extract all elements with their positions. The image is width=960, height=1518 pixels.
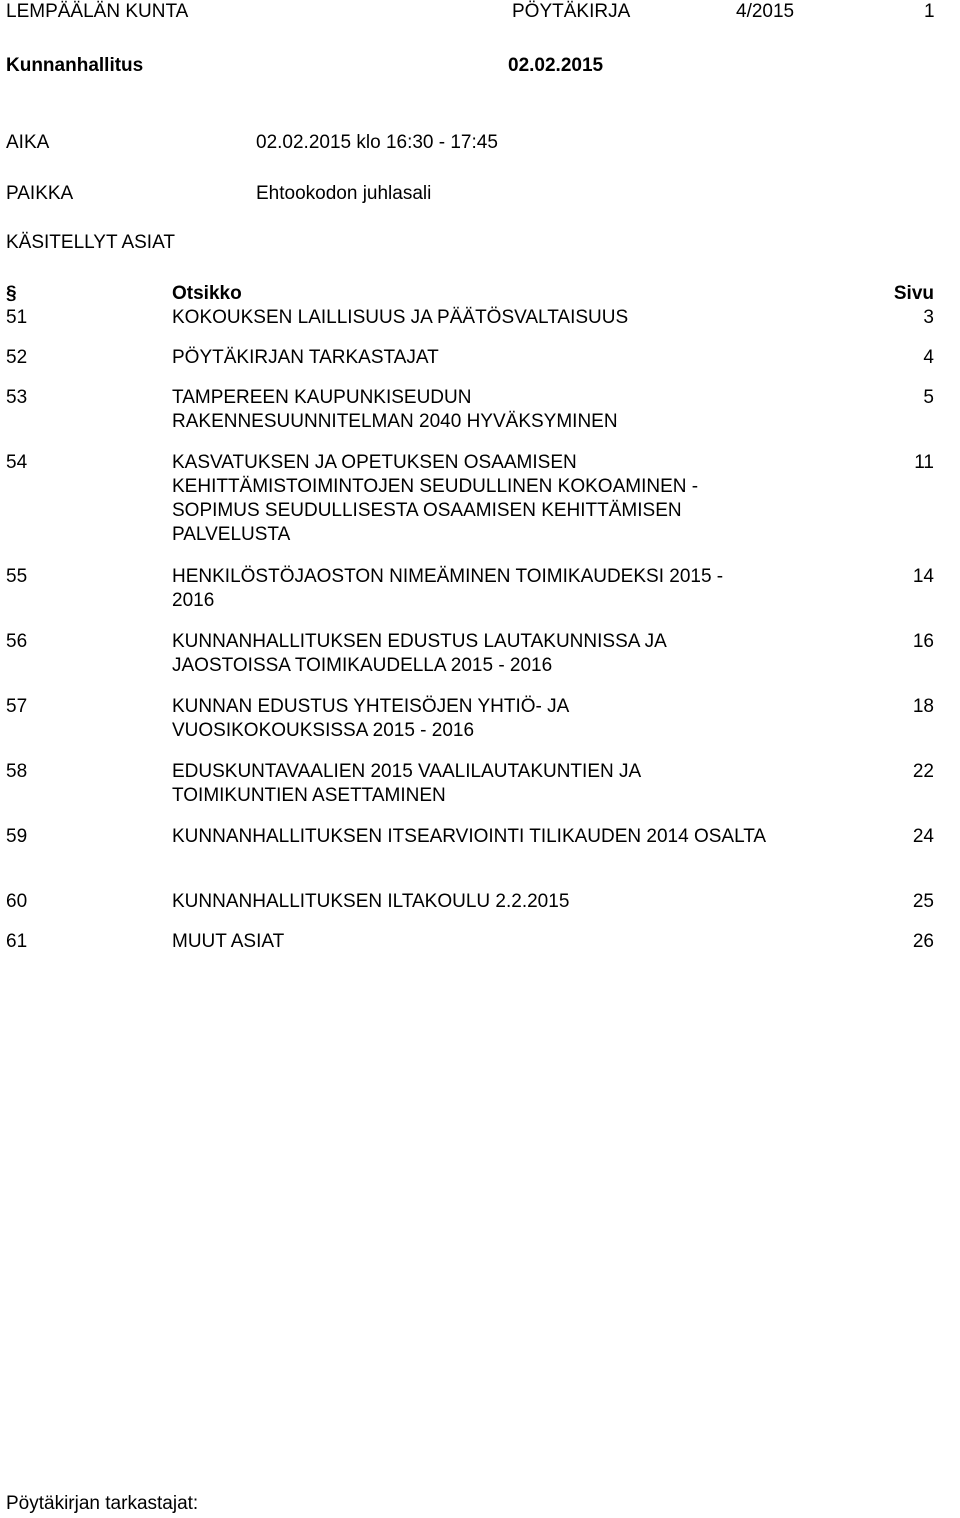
governing-body: Kunnanhallitus	[6, 55, 144, 76]
toc-item-title: KUNNANHALLITUKSEN EDUSTUS LAUTAKUNNISSA JA JAOSTOISSA TOIMIKAUDELLA 2015 - 2016	[172, 631, 666, 676]
toc-item-title: KASVATUKSEN JA OPETUKSEN OSAAMISEN KEHITTÄMISTOIMINTOJEN SEUDULLINEN KOKOAMINEN - SOPIMUS SEUDULLISESTA OSAAMISEN KEHITTÄMISEN PALVELUSTA	[172, 452, 699, 545]
meeting-date: 02.02.2015	[508, 55, 604, 76]
toc-item-page: 18	[912, 696, 934, 717]
municipality-name: LEMPÄÄLÄN KUNTA	[6, 1, 189, 22]
toc-item-number: 56	[6, 631, 28, 652]
time-value: 02.02.2015 klo 16:30 - 17:45	[256, 132, 498, 153]
document-type: PÖYTÄKIRJA	[512, 1, 631, 22]
toc-item-title: KOKOUKSEN LAILLISUUS JA PÄÄTÖSVALTAISUUS	[172, 307, 629, 328]
toc-item-number: 61	[6, 931, 28, 952]
title-column-header: Otsikko	[172, 283, 242, 304]
toc-item-number: 55	[6, 566, 28, 587]
page-number: 1	[924, 1, 935, 22]
page-column-header: Sivu	[893, 283, 934, 304]
toc-item-page: 11	[914, 452, 934, 473]
toc-item-title: HENKILÖSTÖJAOSTON NIMEÄMINEN TOIMIKAUDEKSI 2015 - 2016	[172, 566, 724, 611]
toc-item-title: EDUSKUNTAVAALIEN 2015 VAALILAUTAKUNTIEN JA TOIMIKUNTIEN ASETTAMINEN	[172, 761, 641, 806]
toc-item-page: 16	[912, 631, 934, 652]
toc-item-number: 51	[6, 307, 28, 328]
toc-item-page: 4	[923, 347, 934, 368]
toc-item-page: 3	[923, 307, 934, 328]
toc-item-page: 26	[912, 931, 934, 952]
toc-item-number: 54	[6, 452, 28, 473]
document-number: 4/2015	[736, 1, 795, 22]
time-label: AIKA	[6, 132, 50, 153]
toc-item-title: MUUT ASIAT	[172, 931, 285, 952]
toc-item-number: 58	[6, 761, 28, 782]
place-value: Ehtookodon juhlasali	[256, 183, 432, 204]
place-label: PAIKKA	[6, 183, 74, 204]
toc-item-title: KUNNAN EDUSTUS YHTEISÖJEN YHTIÖ- JA VUOSIKOKOUKSISSA 2015 - 2016	[172, 696, 569, 741]
toc-heading: KÄSITELLYT ASIAT	[6, 232, 175, 253]
toc-item-page: 25	[912, 891, 934, 912]
toc-item-title: PÖYTÄKIRJAN TARKASTAJAT	[172, 347, 439, 368]
toc-item-page: 5	[923, 387, 934, 408]
toc-item-number: 60	[6, 891, 28, 912]
toc-item-number: 52	[6, 347, 28, 368]
toc-item-page: 14	[912, 566, 934, 587]
toc-item-number: 57	[6, 696, 28, 717]
toc-item-number: 53	[6, 387, 28, 408]
toc-item-number: 59	[6, 826, 28, 847]
toc-item-title: KUNNANHALLITUKSEN ILTAKOULU 2.2.2015	[172, 891, 570, 912]
toc-item-page: 22	[912, 761, 934, 782]
reviewers-label: Pöytäkirjan tarkastajat:	[6, 1493, 199, 1514]
toc-item-page: 24	[912, 826, 934, 847]
section-column-header: §	[6, 283, 17, 304]
toc-item-title: TAMPEREEN KAUPUNKISEUDUN RAKENNESUUNNITELMAN 2040 HYVÄKSYMINEN	[172, 387, 618, 432]
toc-item-title: KUNNANHALLITUKSEN ITSEARVIOINTI TILIKAUDEN 2014 OSALTA	[172, 826, 767, 847]
